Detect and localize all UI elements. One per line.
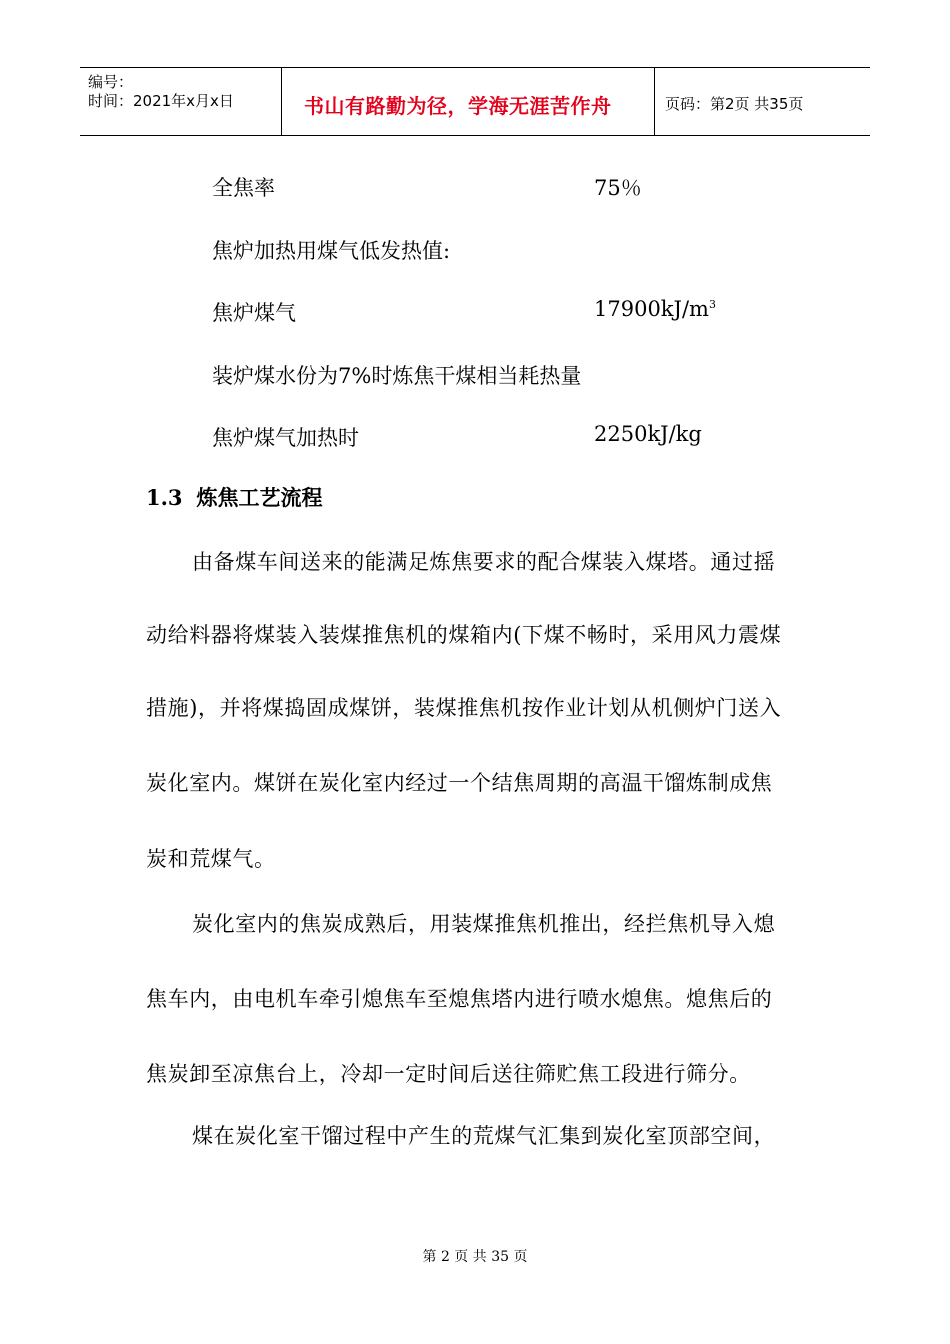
body-line: 焦车内，由电机车牵引熄焦车至熄焦塔内进行喷水熄焦。熄焦后的 xyxy=(146,987,773,1011)
param-value-superscript: 3 xyxy=(708,298,716,311)
header-motto-cell xyxy=(282,68,655,135)
header-page-info: 页码：第2页 共35页 xyxy=(665,95,804,113)
param-value: 75％ xyxy=(594,176,642,200)
body-line: 焦炭卸至凉焦台上，冷却一定时间后送往筛贮焦工段进行筛分。 xyxy=(146,1062,751,1086)
param-value xyxy=(594,297,716,321)
document-number-label: 编号： xyxy=(88,73,134,91)
section-title: 炼焦工艺流程 xyxy=(196,485,323,510)
page-footer: 第 2 页 共 35 页 xyxy=(422,1249,528,1265)
document-header xyxy=(80,67,870,136)
section-heading xyxy=(146,482,323,512)
body-line: 炭和荒煤气。 xyxy=(146,847,276,871)
body-line: 炭化室内的焦炭成熟后，用装煤推焦机推出，经拦焦机导入熄 xyxy=(192,912,776,936)
param-label: 焦炉加热用煤气低发热值: xyxy=(212,239,451,263)
param-label: 焦炉煤气加热时 xyxy=(212,426,359,450)
section-number: 1.3 xyxy=(146,485,183,510)
param-value: 2250kJ/kg xyxy=(594,422,702,446)
header-motto: 书山有路勤为径，学海无涯苦作舟 xyxy=(304,94,612,118)
header-meta-cell xyxy=(80,68,282,135)
param-label: 全焦率 xyxy=(212,176,275,200)
body-line: 动给料器将煤装入装煤推焦机的煤箱内(下煤不畅时，采用风力震煤 xyxy=(146,623,782,647)
header-page-cell xyxy=(655,68,870,135)
body-line: 煤在炭化室干馏过程中产生的荒煤气汇集到炭化室顶部空间， xyxy=(192,1124,776,1148)
body-line: 由备煤车间送来的能满足炼焦要求的配合煤装入煤塔。通过摇 xyxy=(192,550,776,574)
param-label: 焦炉煤气 xyxy=(212,301,296,325)
document-time-label: 时间：2021年x月x日 xyxy=(88,92,234,110)
param-value-text: 17900kJ/m xyxy=(594,297,709,321)
body-line: 炭化室内。煤饼在炭化室内经过一个结焦周期的高温干馏炼制成焦 xyxy=(146,771,773,795)
body-line: 措施)，并将煤捣固成煤饼，装煤推焦机按作业计划从机侧炉门送入 xyxy=(146,696,782,720)
param-label: 装炉煤水份为7%时炼焦干煤相当耗热量 xyxy=(212,364,582,388)
